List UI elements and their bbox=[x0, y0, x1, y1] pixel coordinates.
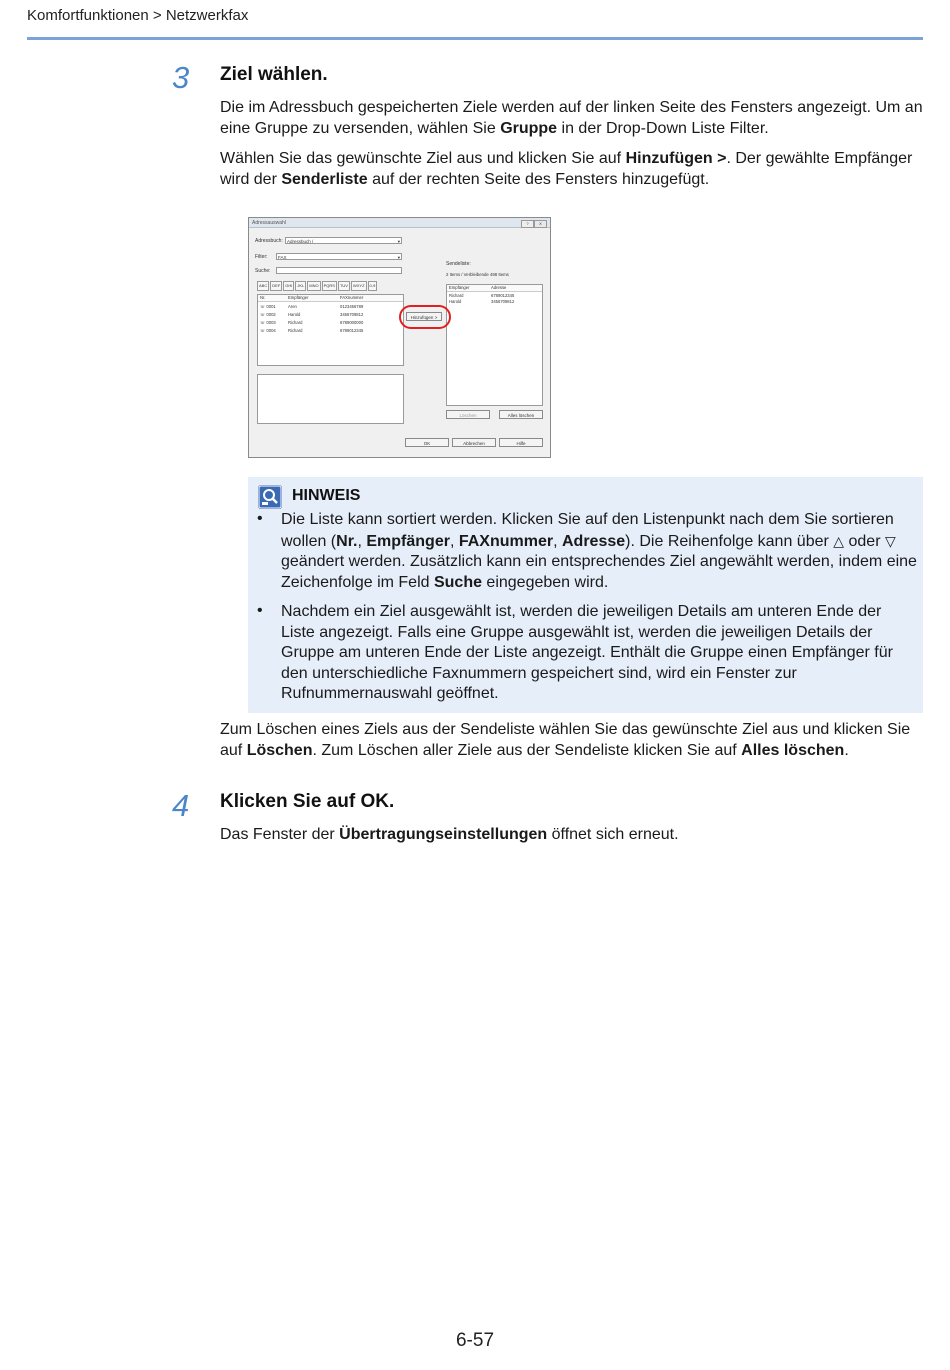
list-item[interactable]: Harold bbox=[449, 299, 462, 304]
dialog-title: Adressauswahl bbox=[252, 220, 286, 226]
row-fax: 6789000000 bbox=[340, 320, 364, 325]
step-4-title: Klicken Sie auf OK. bbox=[220, 791, 395, 812]
column-header-empfaenger[interactable]: Empfänger bbox=[449, 285, 470, 290]
send-list[interactable] bbox=[446, 284, 543, 406]
step-3-paragraph-2: Wählen Sie das gewünschte Ziel aus und klicken Sie auf Hinzufügen >. Der gewählte Empfänger wird der Senderliste auf der rechten Seite des Fensters hinzugefügt. bbox=[220, 150, 913, 188]
list-item-address: 3456709812 bbox=[491, 299, 515, 304]
address-selection-dialog bbox=[248, 217, 551, 458]
column-header-faxnummer[interactable]: FAXnummer bbox=[340, 295, 364, 300]
step-number-3: 3 bbox=[172, 60, 190, 95]
column-header-empfaenger[interactable]: Empfänger bbox=[288, 295, 309, 300]
addressbook-select[interactable]: Adressbuch / ▾ bbox=[287, 239, 400, 244]
table-row[interactable]: ☏ 0004 bbox=[260, 328, 276, 333]
chevron-down-icon: ▾ bbox=[397, 239, 400, 244]
tab-pqrs[interactable]: PQRS bbox=[322, 281, 337, 291]
ok-button[interactable]: OK bbox=[405, 438, 449, 447]
tab-mno[interactable]: MNO bbox=[307, 281, 320, 291]
row-name: Richard bbox=[288, 320, 303, 325]
addressbook-label: Adressbuch: bbox=[255, 238, 283, 244]
header-rule bbox=[27, 37, 923, 40]
note-bullet-2: Nachdem ein Ziel ausgewählt ist, werden die jeweiligen Details am unteren Ende der Liste angezeigt. Falls eine Gruppe ausgewählt ist, werden die jeweiligen Details der Gruppe am unteren Ende der Liste angezeigt. Enthält die Gruppe einen Empfänger für den unterschiedliche Faxnummern gespeichert sind, wird ein Fenster zur Rufnummernauswahl geöffnet. bbox=[281, 603, 893, 702]
tab-ghi[interactable]: GHI bbox=[283, 281, 294, 291]
step-3-title: Ziel wählen. bbox=[220, 64, 328, 85]
list-item[interactable]: Richard bbox=[449, 293, 464, 298]
add-button[interactable]: Hinzufügen > bbox=[406, 312, 442, 321]
table-row[interactable]: ☏ 0001 bbox=[260, 304, 276, 309]
breadcrumb: Komfortfunktionen > Netzwerkfax bbox=[27, 7, 249, 24]
step-number-4: 4 bbox=[172, 788, 190, 823]
step-3-paragraph-1: Die im Adressbuch gespeicherten Ziele werden auf der linken Seite des Fensters angezeigt. Um an eine Gruppe zu versenden, wählen Sie Gruppe in der Drop-Down Liste Filter. bbox=[220, 99, 923, 137]
contact-icon: ☏ bbox=[260, 328, 267, 333]
details-panel bbox=[257, 374, 404, 424]
step-4-paragraph: Das Fenster der Übertragungseinstellungen öffnet sich erneut. bbox=[220, 826, 679, 843]
row-fax: 0123456789 bbox=[340, 304, 364, 309]
sendlist-count: 2 Items / Verbleibende 498 Items bbox=[446, 272, 509, 277]
sendlist-label: Sendeliste: bbox=[446, 261, 471, 267]
row-name: Harold bbox=[288, 312, 301, 317]
dialog-titlebar bbox=[249, 218, 550, 228]
search-input[interactable] bbox=[276, 267, 402, 274]
triangle-up-icon: △ bbox=[833, 532, 845, 549]
bullet-icon: • bbox=[257, 510, 263, 527]
delete-paragraph: Zum Löschen eines Ziels aus der Sendeliste wählen Sie das gewünschte Ziel aus und klicken Sie auf Löschen. Zum Löschen aller Ziele aus der Sendeliste klicken Sie auf Alles löschen. bbox=[220, 721, 911, 759]
column-header-nr[interactable]: Nr. bbox=[260, 295, 266, 300]
page-number: 6-57 bbox=[455, 1330, 495, 1351]
tab-wxyz[interactable]: WXYZ bbox=[351, 281, 367, 291]
contact-icon: ☏ bbox=[260, 320, 267, 325]
tab-jkl[interactable]: JKL bbox=[295, 281, 306, 291]
table-row[interactable]: ☏ 0003 bbox=[260, 320, 276, 325]
list-item-address: 6789012345 bbox=[491, 293, 515, 298]
note-bullet-1: Die Liste kann sortiert werden. Klicken Sie auf den Listenpunkt nach dem Sie sortieren wollen (Nr., Empfänger, FAXnummer, Adresse). Die Reihenfolge kann über △ oder ▽ geändert werden. Zusätzlich kann ein entsprechendes Ziel angewählt werden, indem eine Zeichenfolge im Feld Suche eingegeben wird. bbox=[281, 511, 917, 591]
table-row[interactable]: ☏ 0002 bbox=[260, 312, 276, 317]
address-list-header bbox=[258, 295, 403, 302]
cancel-button[interactable]: Abbrechen bbox=[452, 438, 496, 447]
row-fax: 6789012345 bbox=[340, 328, 364, 333]
tab-tuv[interactable]: TUV bbox=[338, 281, 350, 291]
row-name: Richard bbox=[288, 328, 303, 333]
tab-abc[interactable]: ABC bbox=[257, 281, 269, 291]
chevron-down-icon: ▾ bbox=[397, 255, 400, 260]
row-name: Aren bbox=[288, 304, 297, 309]
delete-all-button[interactable]: Alles löschen bbox=[499, 410, 543, 419]
bullet-icon: • bbox=[257, 602, 263, 619]
contact-icon: ☏ bbox=[260, 304, 267, 309]
alphabet-tabs bbox=[257, 281, 378, 291]
help-button[interactable]: Hilfe bbox=[499, 438, 543, 447]
note-icon bbox=[258, 485, 282, 509]
search-label: Suche: bbox=[255, 268, 271, 274]
address-list[interactable] bbox=[257, 294, 404, 366]
tab-0-9[interactable]: 0-9 bbox=[368, 281, 378, 291]
close-window-button[interactable]: X bbox=[534, 220, 547, 228]
triangle-down-icon: ▽ bbox=[884, 532, 896, 549]
filter-label: Filter: bbox=[255, 254, 268, 260]
row-fax: 3456709812 bbox=[340, 312, 364, 317]
contact-icon: ☏ bbox=[260, 312, 267, 317]
delete-button[interactable]: Löschen bbox=[446, 410, 490, 419]
column-header-adresse[interactable]: Adresse bbox=[491, 285, 507, 290]
tab-def[interactable]: DEF bbox=[270, 281, 282, 291]
note-heading: HINWEIS bbox=[292, 487, 361, 504]
highlight-circle bbox=[399, 305, 451, 329]
help-window-button[interactable]: ? bbox=[521, 220, 534, 228]
filter-select[interactable]: FAX ▾ bbox=[278, 255, 400, 260]
